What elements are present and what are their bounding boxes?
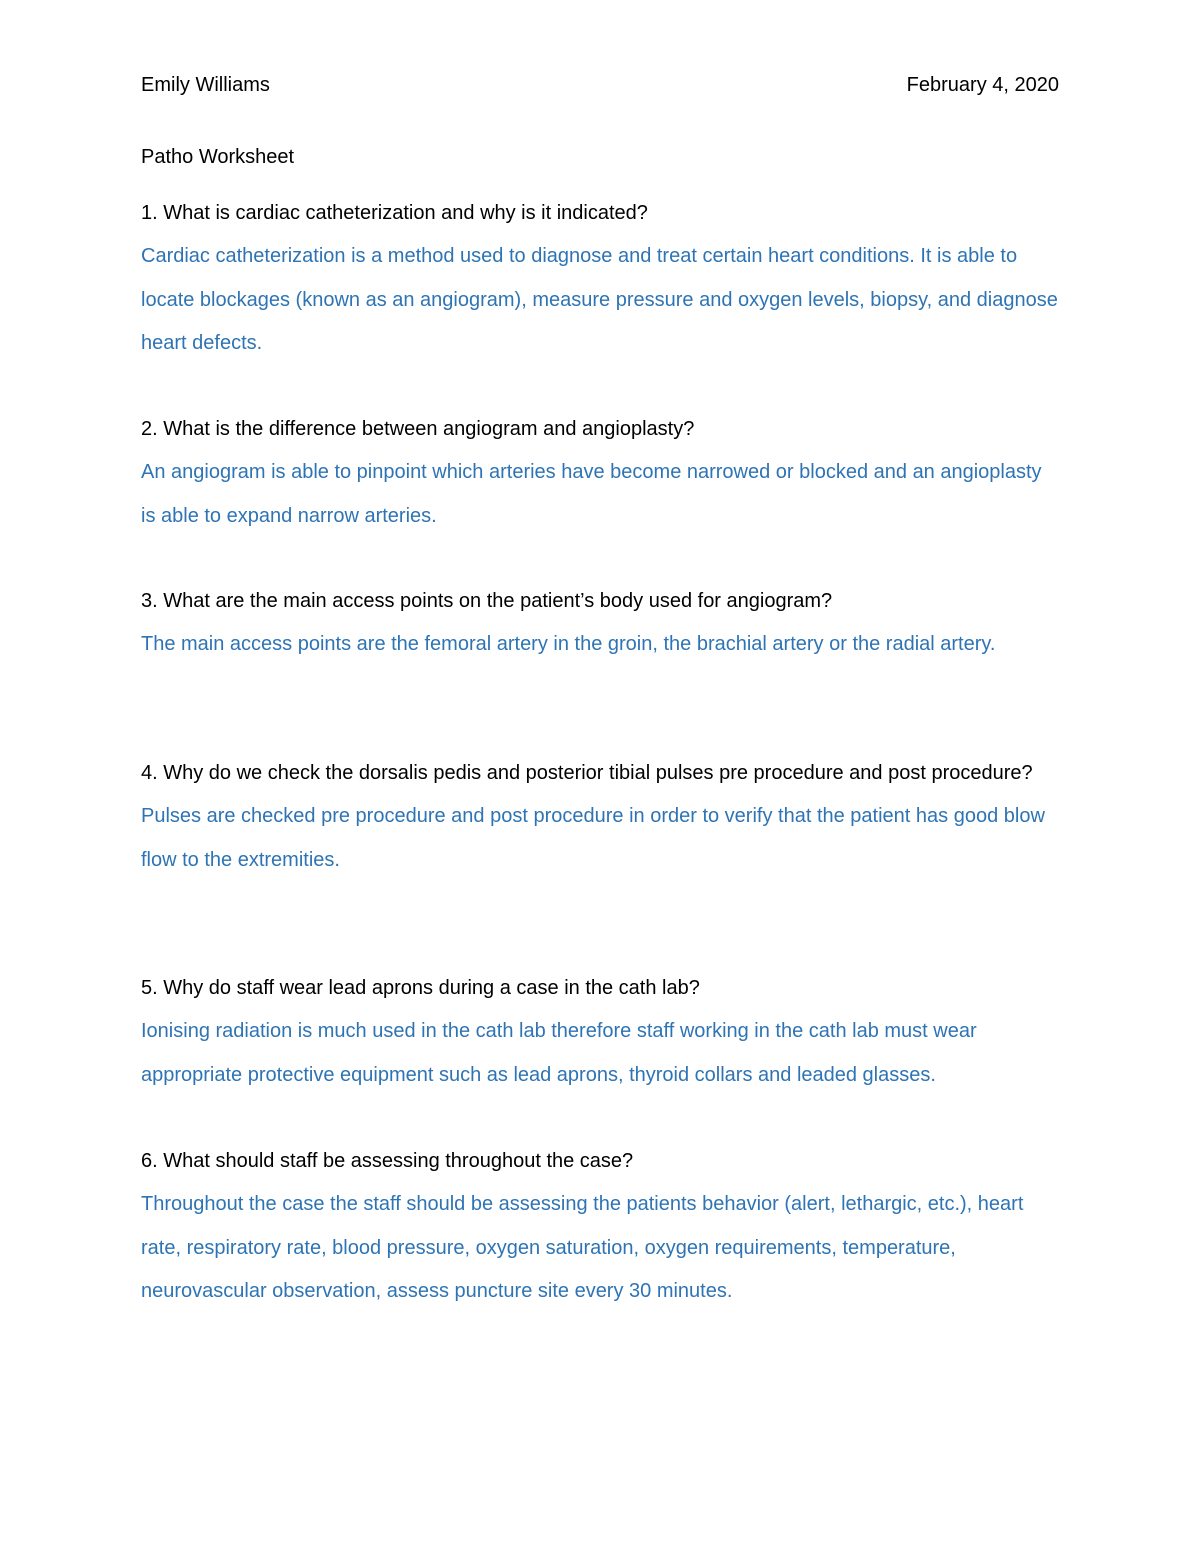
question-3: 3. What are the main access points on the patient’s body used for angiogram? — [141, 590, 833, 612]
author-name: Emily Williams — [141, 74, 270, 96]
answer-5: Ionising radiation is much used in the cath lab therefore staff working in the cath lab must wear appropriate protective equipment such as lead aprons, thyroid collars and leaded glasses. — [141, 1020, 977, 1086]
qa-item-6 — [141, 1140, 1059, 1313]
question-5: 5. Why do staff wear lead aprons during a case in the cath lab? — [141, 977, 700, 999]
question-1: 1. What is cardiac catheterization and why is it indicated? — [141, 202, 648, 224]
qa-item-1 — [141, 192, 1059, 365]
document-date: February 4, 2020 — [906, 74, 1059, 96]
answer-3: The main access points are the femoral artery in the groin, the brachial artery or the radial artery. — [141, 633, 996, 656]
answer-6: Throughout the case the staff should be assessing the patients behavior (alert, lethargic, etc.), heart rate, respiratory rate, blood pressure, oxygen saturation, oxygen requirements, temperature, neurovascular observation, assess puncture site every 30 minutes. — [141, 1193, 1024, 1302]
worksheet-title: Patho Worksheet — [141, 146, 295, 168]
question-2: 2. What is the difference between angiogram and angioplasty? — [141, 418, 695, 440]
qa-item-2 — [141, 408, 1059, 538]
answer-2: An angiogram is able to pinpoint which arteries have become narrowed or blocked and an angioplasty is able to expand narrow arteries. — [141, 461, 1042, 527]
qa-item-3 — [141, 580, 1059, 667]
answer-1: Cardiac catheterization is a method used to diagnose and treat certain heart conditions. It is able to locate blockages (known as an angiogram), measure pressure and oxygen levels, biopsy, and diagnose heart defects. — [141, 245, 1058, 354]
answer-4: Pulses are checked pre procedure and post procedure in order to verify that the patient has good blow flow to the extremities. — [141, 805, 1045, 871]
question-4: 4. Why do we check the dorsalis pedis and posterior tibial pulses pre procedure and post procedure? — [141, 762, 1033, 784]
qa-item-5 — [141, 967, 1059, 1097]
qa-item-4 — [141, 752, 1059, 882]
document-header — [141, 68, 1059, 102]
question-6: 6. What should staff be assessing throughout the case? — [141, 1150, 634, 1172]
